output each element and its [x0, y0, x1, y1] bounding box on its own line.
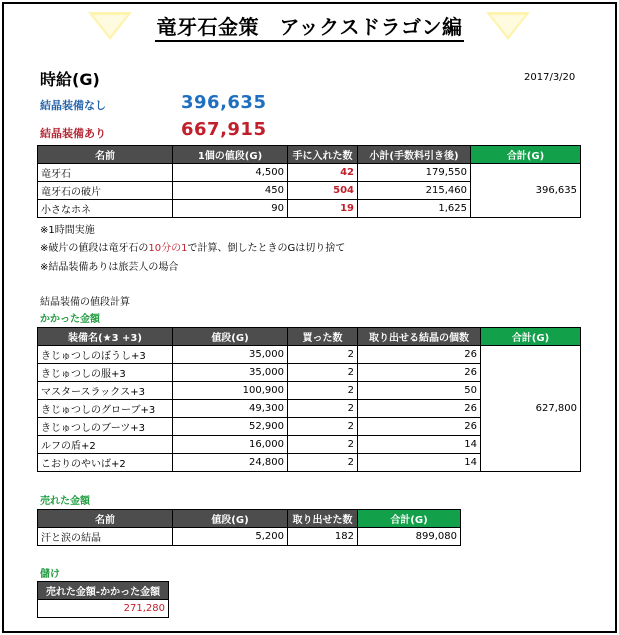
item-price: 90 [173, 200, 288, 218]
report-date: 2017/3/20 [524, 72, 576, 83]
note-fragment-price: ※破片の値段は竜牙石の10分の1で計算、倒したときのGは切り捨て [40, 243, 346, 254]
col-header-obtained: 手に入れた数 [288, 146, 358, 164]
equipment-name: きじゅつしの服+3 [38, 364, 173, 382]
equipment-bought: 2 [288, 364, 358, 382]
col-header-profit: 売れた金額-かかった金額 [38, 582, 169, 600]
table-row [38, 164, 581, 182]
table-header-row [38, 582, 169, 600]
col-header-equipment: 装備名(★3 +3) [38, 328, 173, 346]
with-crystal-value: 667,915 [181, 119, 267, 140]
equipment-bought: 2 [288, 454, 358, 472]
equipment-name: マスタースラックス+3 [38, 382, 173, 400]
equipment-price: 24,800 [173, 454, 288, 472]
equipment-name: きじゅつしのぼうし+3 [38, 346, 173, 364]
sold-item-total: 899,080 [358, 528, 461, 546]
equipment-name: ルフの盾+2 [38, 436, 173, 454]
col-header-crystal-count: 取り出せる結晶の個数 [358, 328, 481, 346]
profit-title: 儲け [40, 569, 60, 580]
equipment-price: 100,900 [173, 382, 288, 400]
equipment-bought: 2 [288, 418, 358, 436]
item-name: 竜牙石の破片 [38, 182, 173, 200]
sold-item-count: 182 [288, 528, 358, 546]
item-price: 4,500 [173, 164, 288, 182]
page-title: 竜牙石金策 アックスドラゴン編 [0, 11, 619, 40]
equipment-price: 35,000 [173, 364, 288, 382]
col-header-extracted: 取り出せた数 [288, 510, 358, 528]
item-subtotal: 179,550 [358, 164, 471, 182]
col-header-name: 名前 [38, 510, 173, 528]
item-name: 竜牙石 [38, 164, 173, 182]
equipment-crystals: 26 [358, 346, 481, 364]
equipment-bought: 2 [288, 436, 358, 454]
table-header-row [38, 510, 461, 528]
cost-table [37, 327, 581, 472]
table-header-row [38, 146, 581, 164]
equipment-bought: 2 [288, 346, 358, 364]
cost-total: 627,800 [481, 346, 581, 472]
col-header-unit-price: 1個の値段(G) [173, 146, 288, 164]
table-row [38, 528, 461, 546]
without-crystal-value: 396,635 [181, 92, 267, 113]
equipment-name: こおりのやいば+2 [38, 454, 173, 472]
profit-value: 271,280 [38, 600, 169, 618]
sold-title: 売れた金額 [40, 496, 90, 507]
col-header-price: 値段(G) [173, 328, 288, 346]
equipment-price: 16,000 [173, 436, 288, 454]
col-header-total: 合計(G) [471, 146, 581, 164]
item-count: 19 [288, 200, 358, 218]
sold-item-price: 5,200 [173, 528, 288, 546]
col-header-subtotal: 小計(手数料引き後) [358, 146, 471, 164]
col-header-price: 値段(G) [173, 510, 288, 528]
equipment-name: きじゅつしのグローブ+3 [38, 400, 173, 418]
equipment-crystals: 26 [358, 400, 481, 418]
hourly-title: 時給(G) [40, 70, 100, 89]
equipment-crystals: 26 [358, 418, 481, 436]
equipment-price: 35,000 [173, 346, 288, 364]
note-duration: ※1時間実施 [40, 225, 95, 236]
equipment-crystals: 26 [358, 364, 481, 382]
equipment-crystals: 14 [358, 436, 481, 454]
sold-item-name: 汗と涙の結晶 [38, 528, 173, 546]
hourly-table [37, 145, 581, 218]
crystal-section-title: 結晶装備の値段計算 [40, 297, 130, 308]
equipment-bought: 2 [288, 382, 358, 400]
equipment-bought: 2 [288, 400, 358, 418]
col-header-total: 合計(G) [358, 510, 461, 528]
equipment-price: 49,300 [173, 400, 288, 418]
item-name: 小さなホネ [38, 200, 173, 218]
item-subtotal: 215,460 [358, 182, 471, 200]
table-row [38, 346, 581, 364]
without-crystal-label: 結晶装備なし [40, 99, 106, 112]
col-header-bought: 買った数 [288, 328, 358, 346]
item-subtotal: 1,625 [358, 200, 471, 218]
hourly-total: 396,635 [471, 164, 581, 218]
note-crystal-job: ※結晶装備ありは旅芸人の場合 [40, 262, 179, 273]
equipment-crystals: 50 [358, 382, 481, 400]
profit-table [37, 581, 169, 618]
with-crystal-label: 結晶装備あり [40, 127, 106, 140]
equipment-name: きじゅつしのブーツ+3 [38, 418, 173, 436]
item-count: 42 [288, 164, 358, 182]
cost-title: かかった金額 [40, 314, 100, 325]
equipment-price: 52,900 [173, 418, 288, 436]
item-price: 450 [173, 182, 288, 200]
col-header-total: 合計(G) [481, 328, 581, 346]
item-count: 504 [288, 182, 358, 200]
table-row [38, 600, 169, 618]
sold-table [37, 509, 461, 546]
col-header-name: 名前 [38, 146, 173, 164]
table-header-row [38, 328, 581, 346]
equipment-crystals: 14 [358, 454, 481, 472]
